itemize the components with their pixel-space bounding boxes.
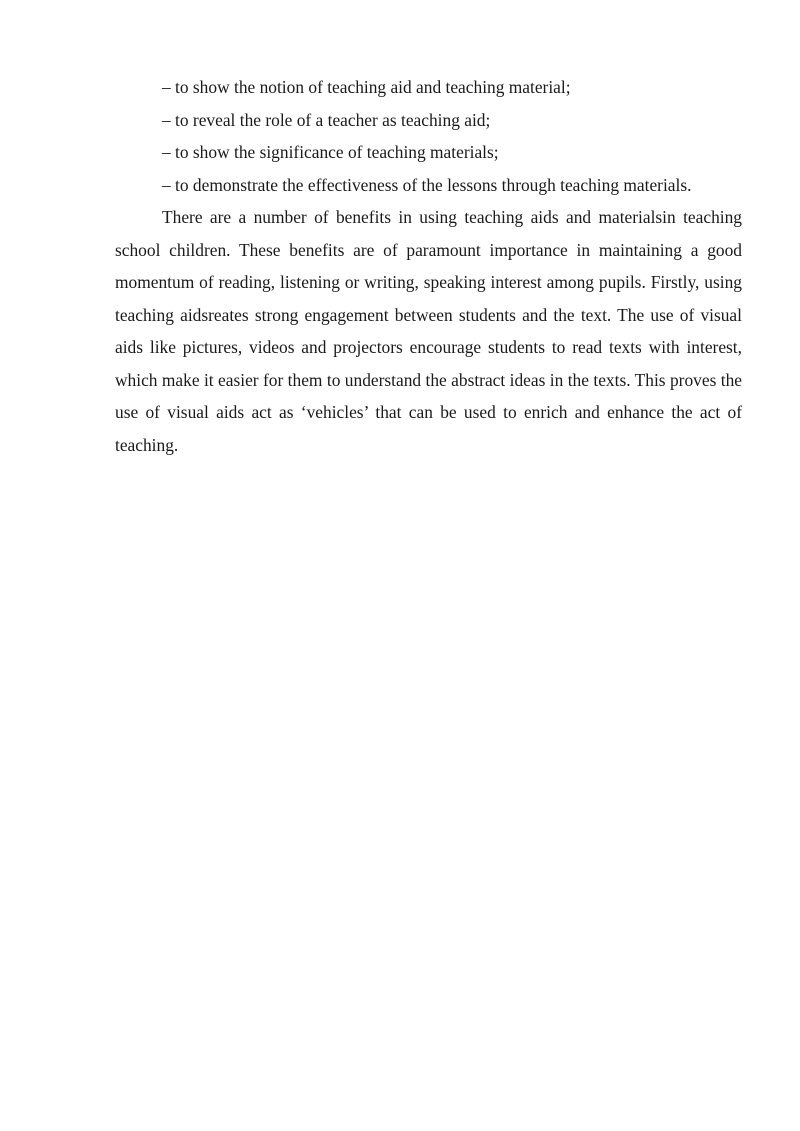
objective-item: – to demonstrate the effectiveness of the lessons through teaching materials. — [162, 174, 692, 195]
document-body — [115, 71, 742, 461]
objective-item: – to reveal the role of a teacher as teaching aid; — [162, 109, 491, 130]
objective-item: – to show the significance of teaching materials; — [162, 142, 499, 162]
body-paragraph: There are a number of benefits in using teaching aids and materialsin teaching school children. These benefits are of paramount importance in maintaining a good momentum of reading, listening or writing, speaking interest among pupils. Firstly, using teaching aidsreates strong engagement between students and the text. The use of visual aids like pictures, videos and projectors encourage students to read texts with interest, which make it easier for them to understand the abstract ideas in the texts. This proves the use of visual aids act as ‘vehicles’ that can be used to enrich and enhance the act of teaching. — [115, 207, 742, 455]
objective-item: – to show the notion of teaching aid and teaching material; — [162, 77, 571, 97]
